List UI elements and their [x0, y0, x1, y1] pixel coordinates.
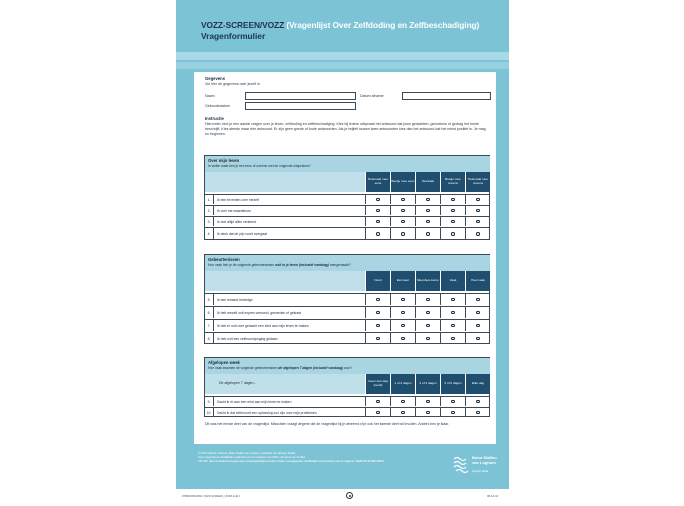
questionnaire-sheet	[176, 0, 509, 489]
copyright-line: © 2016 Kerkhof, Huisman, Bohn Stafleu van Loghum, onderdeel van Springer Media	[198, 452, 296, 455]
column-header-blank	[205, 271, 365, 291]
print-date: 08-10-16	[487, 494, 499, 498]
answer-cell[interactable]	[390, 294, 415, 305]
answer-cell[interactable]	[415, 320, 440, 331]
answer-cell[interactable]	[465, 294, 490, 305]
radio-option[interactable]	[451, 411, 455, 415]
question-row	[205, 293, 490, 305]
question-number: 1.	[205, 195, 214, 204]
question-text-pre: Hoe vaak heb je de volgende gebeurtenissen	[208, 263, 275, 267]
question-number: 9.	[205, 397, 214, 406]
question-text-post: meegemaakt?	[329, 263, 351, 267]
answer-cell[interactable]	[390, 307, 415, 318]
radio-option[interactable]	[376, 311, 380, 315]
radio-option[interactable]	[376, 198, 380, 202]
naam-label: Naam	[205, 94, 215, 98]
commission-line: Deze vragenlijst is ontwikkeld in opdracht van het ministerie van VWS, met steun van ZonMw.	[198, 456, 306, 459]
radio-option[interactable]	[376, 298, 380, 302]
question-text-pre: Hoe vaak kwamen de volgende gebeurtenissen	[208, 366, 278, 370]
answer-cell[interactable]	[440, 217, 465, 226]
question-text-emphasis: ooit in je leven (inclusief vandaag)	[275, 263, 329, 267]
column-header-blank	[205, 172, 365, 192]
column-header: Geen één dag (nooit)	[365, 374, 390, 394]
answer-cell[interactable]	[365, 397, 390, 406]
header-band	[176, 0, 509, 75]
question-text: Ik heb er ooit over gedacht een eind aan mijn leven te maken	[217, 323, 309, 328]
answer-cell[interactable]	[440, 206, 465, 215]
radio-option[interactable]	[426, 324, 430, 328]
radio-option[interactable]	[376, 324, 380, 328]
question-number: 5.	[205, 294, 214, 305]
closing-text: Dit was het eerste deel van de vragenlijst. Misschien vraagt degene die de vragenlijst bij je afneemt of je ook het tweede deel wil invullen. Anders ben je klaar.	[205, 422, 450, 426]
question-row	[205, 407, 490, 417]
radio-option[interactable]	[451, 311, 455, 315]
answer-cell[interactable]	[465, 217, 490, 226]
answer-cell[interactable]	[465, 195, 490, 204]
instructie-title: Instructie	[205, 116, 224, 121]
radio-option[interactable]	[376, 400, 380, 404]
answer-cell[interactable]	[465, 397, 490, 406]
radio-option[interactable]	[476, 232, 480, 236]
radio-option[interactable]	[376, 411, 380, 415]
answer-cell[interactable]	[365, 294, 390, 305]
warning-line: LET OP: deze formulieren mogen niet vermenigvuldigd worden zonder voorafgaande schriftelijke toestemming van de uitgever. ISBN 978 90 368 1296 2	[198, 460, 385, 463]
geboortedatum-field[interactable]	[245, 102, 356, 110]
gegevens-intro: Vul hier de gegevens over jezelf in	[205, 82, 260, 86]
question-text: Ik doe altijd alles verkeerd	[217, 219, 257, 224]
section-title: Gebeurtenissen	[208, 257, 240, 262]
radio-option[interactable]	[426, 209, 430, 213]
answer-cell[interactable]	[365, 333, 390, 344]
answer-cell[interactable]	[390, 228, 415, 240]
section-afgelopen-week	[204, 357, 490, 417]
answer-cell[interactable]	[365, 320, 390, 331]
radio-option[interactable]	[376, 232, 380, 236]
question-text: Ik ben tevreden over mezelf	[217, 197, 259, 202]
answer-cell[interactable]	[390, 206, 415, 215]
radio-option[interactable]	[376, 337, 380, 341]
radio-option[interactable]	[401, 220, 405, 224]
radio-option[interactable]	[426, 232, 430, 236]
column-header: Neutraal	[415, 172, 440, 192]
answer-cell[interactable]	[390, 333, 415, 344]
answer-cell[interactable]	[465, 408, 490, 417]
answer-cell[interactable]	[465, 333, 490, 344]
question-text: Dacht ik er aan een eind aan mijn leven te maken	[217, 399, 292, 404]
title-main: VOZZ-SCREEN/VOZZ	[201, 20, 285, 30]
answer-cell[interactable]	[415, 195, 440, 204]
answer-cell[interactable]	[415, 307, 440, 318]
radio-option[interactable]	[476, 298, 480, 302]
section-gebeurtenissen	[204, 254, 490, 344]
radio-option[interactable]	[401, 298, 405, 302]
answer-cell[interactable]	[415, 228, 440, 240]
question-number: 7.	[205, 320, 214, 331]
column-header: Vaak	[440, 271, 465, 291]
question-text: Ik heb ooit een zelfmoordpoging gedaan	[217, 336, 278, 341]
radio-option[interactable]	[451, 198, 455, 202]
answer-cell[interactable]	[465, 320, 490, 331]
publisher-logo-icon	[452, 455, 470, 473]
radio-option[interactable]	[401, 337, 405, 341]
question-row	[205, 332, 490, 344]
radio-option[interactable]	[376, 220, 380, 224]
question-text: Dacht ik dat zelfmoord een oplossing zou zijn voor mijn problemen	[217, 410, 317, 415]
column-header: 1 of 2 dagen	[390, 374, 415, 394]
column-header: Beetje mee eens	[390, 172, 415, 192]
radio-option[interactable]	[476, 400, 480, 404]
radio-option[interactable]	[401, 324, 405, 328]
question-text: Ik heb mezelf ooit expres verwond, gesneden of gekrast	[217, 310, 302, 315]
answer-cell[interactable]	[440, 397, 465, 406]
answer-cell[interactable]	[465, 228, 490, 240]
answer-cell[interactable]	[390, 195, 415, 204]
registration-mark-icon	[346, 492, 353, 499]
page-subtitle: Vragenformulier	[201, 31, 266, 41]
answer-cell[interactable]	[465, 307, 490, 318]
question-row	[205, 194, 490, 204]
instructie-text: Hieronder vind je een aantal vragen over je leven, zelfdoding en zelfbeschadiging. Kies bij iedere uitspraak het antwoord dat jouw gedachten, gevoelens of gedrag het beste beschrijft. Kies steeds maar één antwoord. Er zijn geen goede of foute antwoorden. Als je twijfelt tussen twee antwoorden kies dan het antwoord dat het minst positief is. Je mag nu beginnen.	[205, 122, 486, 136]
radio-option[interactable]	[476, 198, 480, 202]
answer-cell[interactable]	[365, 195, 390, 204]
question-row	[205, 205, 490, 215]
column-header: Helemaal mee eens	[365, 172, 390, 192]
gegevens-title: Gegevens	[205, 76, 226, 81]
radio-option[interactable]	[426, 411, 430, 415]
form-content	[194, 72, 496, 444]
question-row	[205, 306, 490, 318]
answer-cell[interactable]	[365, 206, 390, 215]
radio-option[interactable]	[451, 209, 455, 213]
geboortedatum-label: Geboortedatum	[205, 104, 230, 108]
section-title: Afgelopen week	[208, 360, 240, 365]
radio-option[interactable]	[476, 411, 480, 415]
radio-option[interactable]	[451, 220, 455, 224]
question-row	[205, 227, 490, 240]
answer-cell[interactable]	[465, 206, 490, 215]
radio-option[interactable]	[476, 337, 480, 341]
question-number: 3.	[205, 217, 214, 226]
column-header: Meerdere keren	[415, 271, 440, 291]
column-header-label: De afgelopen 7 dagen...	[205, 374, 365, 394]
answer-cell[interactable]	[440, 195, 465, 204]
column-header: Nooit	[365, 271, 390, 291]
column-header: Helemaal mee oneens	[465, 172, 490, 192]
section-over-mijn-leven	[204, 155, 490, 240]
radio-option[interactable]	[476, 324, 480, 328]
answer-cell[interactable]	[415, 408, 440, 417]
datum-field[interactable]	[402, 92, 491, 100]
radio-option[interactable]	[451, 400, 455, 404]
question-number: 8.	[205, 333, 214, 344]
question-row	[205, 396, 490, 406]
header-stripe	[176, 62, 509, 69]
print-file-info: 9789036812962 VOZZ-SCREEN_VOZZ.indd 1	[182, 494, 241, 498]
radio-option[interactable]	[426, 337, 430, 341]
answer-cell[interactable]	[415, 206, 440, 215]
section-header	[205, 358, 490, 374]
question-number: 10.	[205, 408, 214, 417]
datum-label: Datum afname	[360, 94, 384, 98]
answer-cell[interactable]	[415, 397, 440, 406]
answer-cell[interactable]	[390, 397, 415, 406]
radio-option[interactable]	[426, 298, 430, 302]
answer-cell[interactable]	[365, 228, 390, 240]
answer-cell[interactable]	[415, 333, 440, 344]
question-number: 6.	[205, 307, 214, 318]
answer-cell[interactable]	[390, 217, 415, 226]
radio-option[interactable]	[451, 298, 455, 302]
answer-cell[interactable]	[415, 217, 440, 226]
answer-cell[interactable]	[440, 294, 465, 305]
question-number: 4.	[205, 228, 214, 240]
answer-cell[interactable]	[440, 228, 465, 240]
radio-option[interactable]	[401, 311, 405, 315]
answer-cell[interactable]	[440, 408, 465, 417]
footer	[176, 444, 509, 489]
radio-option[interactable]	[401, 209, 405, 213]
radio-option[interactable]	[426, 220, 430, 224]
column-header: 5 of 6 dagen	[440, 374, 465, 394]
column-header: Heel vaak	[465, 271, 490, 291]
publisher-name: Bohn Stafleu van Loghum	[472, 455, 497, 465]
section-question	[208, 263, 351, 267]
question-text: Ik denk dat de pijn nooit overgaat	[217, 232, 267, 236]
radio-option[interactable]	[426, 311, 430, 315]
radio-option[interactable]	[426, 198, 430, 202]
radio-option[interactable]	[401, 411, 405, 415]
question-text: Ik ben iemand bedreigd	[217, 297, 253, 302]
question-row	[205, 216, 490, 226]
publisher-brand	[452, 455, 502, 479]
radio-option[interactable]	[401, 198, 405, 202]
column-header: 3 of 4 dagen	[415, 374, 440, 394]
radio-option[interactable]	[476, 311, 480, 315]
answer-cell[interactable]	[365, 408, 390, 417]
section-question	[208, 366, 352, 370]
section-question: In welke mate ben je het eens of oneens met de volgende uitspraken?	[208, 164, 311, 168]
radio-option[interactable]	[451, 232, 455, 236]
answer-cell[interactable]	[415, 294, 440, 305]
radio-option[interactable]	[451, 337, 455, 341]
radio-option[interactable]	[401, 400, 405, 404]
question-row	[205, 319, 490, 331]
question-text-post: voor?	[343, 366, 353, 370]
print-marks	[0, 489, 684, 506]
answer-cell[interactable]	[440, 307, 465, 318]
radio-option[interactable]	[451, 324, 455, 328]
section-title: Over mijn leven	[208, 158, 240, 163]
question-number: 2.	[205, 206, 214, 215]
question-text: Ik voel me waardeloos	[217, 208, 251, 213]
answer-cell[interactable]	[440, 333, 465, 344]
section-header	[205, 255, 490, 271]
title-sub: (Vragenlijst Over Zelfdoding en Zelfbeschadiging)	[286, 20, 480, 30]
column-header: Eén keer	[390, 271, 415, 291]
answer-cell[interactable]	[390, 320, 415, 331]
answer-cell[interactable]	[365, 307, 390, 318]
radio-option[interactable]	[376, 209, 380, 213]
radio-option[interactable]	[426, 400, 430, 404]
naam-field[interactable]	[245, 92, 356, 100]
section-header	[205, 156, 490, 172]
question-text-emphasis: de afgelopen 7 dagen (inclusief vandaag)	[278, 366, 343, 370]
answer-cell[interactable]	[365, 217, 390, 226]
radio-option[interactable]	[476, 209, 480, 213]
header-stripe	[176, 52, 509, 60]
answer-cell[interactable]	[440, 320, 465, 331]
column-header: Beetje mee oneens	[440, 172, 465, 192]
page-title	[201, 20, 479, 30]
publisher-subname: Springer Media	[472, 470, 489, 473]
column-header: Elke dag	[465, 374, 490, 394]
answer-cell[interactable]	[390, 408, 415, 417]
footer-text	[198, 452, 416, 464]
radio-option[interactable]	[401, 232, 405, 236]
radio-option[interactable]	[476, 220, 480, 224]
